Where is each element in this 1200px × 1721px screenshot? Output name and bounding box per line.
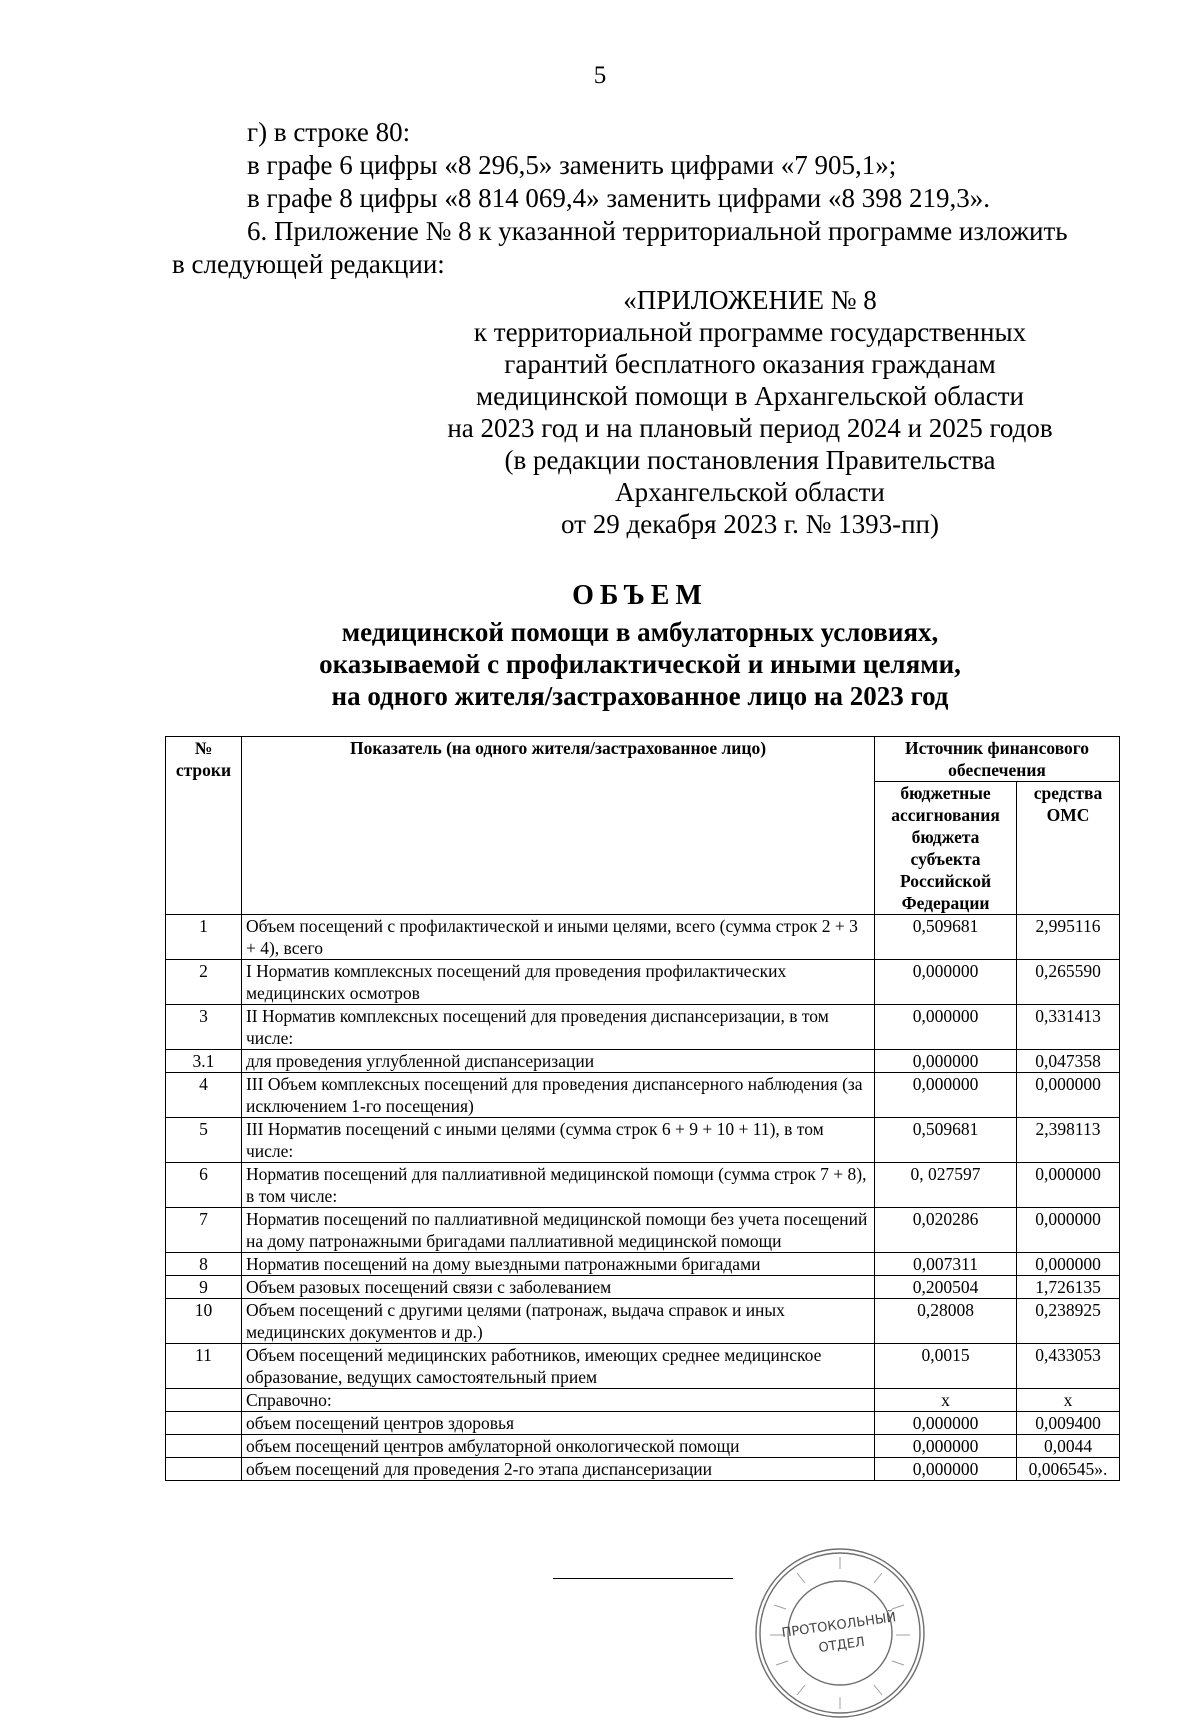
appendix-line: медицинской помощи в Архангельской области [476, 381, 1024, 411]
budget-value-cell: 0,509681 [875, 1118, 1017, 1163]
stamp-text-line1: ПРОТОКОЛЬНЫЙ [780, 1610, 898, 1642]
table-row [166, 1163, 1120, 1208]
oms-value-cell: х [1017, 1389, 1120, 1412]
indicator-cell: для проведения углубленной диспансеризации [241, 1050, 874, 1073]
indicator-cell: Объем посещений с профилактической и иными целями, всего (сумма строк 2 + 3 + 4), всего [241, 915, 874, 960]
row-number-cell [166, 1435, 242, 1458]
footer-rule [553, 1578, 733, 1579]
oms-value-cell: 0,009400 [1017, 1412, 1120, 1435]
table-row [166, 960, 1120, 1005]
indicator-cell: Объем посещений с другими целями (патронаж, выдача справок и иных медицинских документов и др.) [241, 1299, 874, 1344]
budget-value-cell: 0,007311 [875, 1253, 1017, 1276]
indicator-cell: III Норматив посещений с иными целями (сумма строк 6 + 9 + 10 + 11), в том числе: [241, 1118, 874, 1163]
budget-value-cell: 0,000000 [875, 1073, 1017, 1118]
indicator-cell: объем посещений для проведения 2-го этапа диспансеризации [241, 1458, 874, 1481]
row-number-cell: 7 [166, 1208, 242, 1253]
budget-value-cell: 0,000000 [875, 1458, 1017, 1481]
table-row [166, 1435, 1120, 1458]
header-indicator: Показатель (на одного жителя/застрахованное лицо) [241, 737, 874, 915]
row-number-cell: 3.1 [166, 1050, 242, 1073]
table-row [166, 915, 1120, 960]
paragraph-line: в графе 8 цифры «8 814 069,4» заменить цифрами «8 398 219,3». [247, 183, 990, 213]
row-number-cell: 4 [166, 1073, 242, 1118]
oms-value-cell: 0,000000 [1017, 1208, 1120, 1253]
row-number-cell: 6 [166, 1163, 242, 1208]
volume-table [165, 736, 1120, 1481]
budget-value-cell: 0,000000 [875, 1435, 1017, 1458]
header-oms: средства ОМС [1017, 782, 1120, 915]
appendix-line: к территориальной программе государственных [473, 317, 1027, 347]
document-title [200, 580, 1080, 712]
budget-value-cell: 0,000000 [875, 960, 1017, 1005]
budget-value-cell: 0,000000 [875, 1005, 1017, 1050]
row-number-cell: 9 [166, 1276, 242, 1299]
oms-value-cell: 0,000000 [1017, 1253, 1120, 1276]
table-row [166, 1073, 1120, 1118]
indicator-cell: Норматив посещений по паллиативной медицинской помощи без учета посещений на дому патронажными бригадами паллиативной медицинской помощи [241, 1208, 874, 1253]
budget-value-cell: 0,28008 [875, 1299, 1017, 1344]
indicator-cell: III Объем комплексных посещений для проведения диспансерного наблюдения (за исключением 1-го посещения) [241, 1073, 874, 1118]
budget-value-cell: 0, 027597 [875, 1163, 1017, 1208]
oms-value-cell: 2,398113 [1017, 1118, 1120, 1163]
oms-value-cell: 0,433053 [1017, 1344, 1120, 1389]
indicator-cell: Объем посещений медицинских работников, имеющих среднее медицинское образование, ведущих самостоятельный прием [241, 1344, 874, 1389]
page-number: 5 [593, 62, 607, 89]
indicator-cell: II Норматив комплексных посещений для проведения диспансеризации, в том числе: [241, 1005, 874, 1050]
budget-value-cell: 0,0015 [875, 1344, 1017, 1389]
table-row [166, 1005, 1120, 1050]
oms-value-cell: 0,331413 [1017, 1005, 1120, 1050]
paragraph-line: в графе 6 цифры «8 296,5» заменить цифрами «7 905,1»; [247, 150, 897, 180]
stamp-text-line2: ОТДЕЛ [817, 1634, 866, 1657]
appendix-header [440, 284, 1060, 540]
budget-value-cell: 0,020286 [875, 1208, 1017, 1253]
oms-value-cell: 1,726135 [1017, 1276, 1120, 1299]
oms-value-cell: 0,000000 [1017, 1163, 1120, 1208]
indicator-cell: объем посещений центров амбулаторной онкологической помощи [241, 1435, 874, 1458]
table-row [166, 1412, 1120, 1435]
row-number-cell [166, 1389, 242, 1412]
table-row [166, 1276, 1120, 1299]
appendix-line: «ПРИЛОЖЕНИЕ № 8 [623, 285, 877, 315]
budget-value-cell: 0,000000 [875, 1412, 1017, 1435]
indicator-cell: I Норматив комплексных посещений для проведения профилактических медицинских осмотров [241, 960, 874, 1005]
table-row [166, 1253, 1120, 1276]
row-number-cell: 8 [166, 1253, 242, 1276]
appendix-line: на 2023 год и на плановый период 2024 и 2025 годов [447, 413, 1053, 443]
indicator-cell: Норматив посещений для паллиативной медицинской помощи (сумма строк 7 + 8), в том числе: [241, 1163, 874, 1208]
title-line: оказываемой с профилактической и иными целями, [319, 649, 961, 679]
table-body [166, 915, 1120, 1481]
row-number-cell: 2 [166, 960, 242, 1005]
title-main: ОБЪЕМ [572, 580, 708, 611]
indicator-cell: Справочно: [241, 1389, 874, 1412]
header-row-number: № строки [166, 737, 242, 915]
header-budget: бюджетные ассигнования бюджета субъекта Российской Федерации [875, 782, 1017, 915]
paragraph-line: 6. Приложение № 8 к указанной территориальной программе изложить [247, 216, 1068, 246]
row-number-cell: 10 [166, 1299, 242, 1344]
paragraph-line: г) в строке 80: [247, 117, 411, 147]
row-number-cell: 5 [166, 1118, 242, 1163]
appendix-line: от 29 декабря 2023 г. № 1393-пп) [561, 509, 939, 539]
table-row [166, 1208, 1120, 1253]
budget-value-cell: 0,509681 [875, 915, 1017, 960]
oms-value-cell: 0,000000 [1017, 1073, 1120, 1118]
oms-value-cell: 0,265590 [1017, 960, 1120, 1005]
indicator-cell: Норматив посещений на дому выездными патронажными бригадами [241, 1253, 874, 1276]
indicator-cell: Объем разовых посещений связи с заболеванием [241, 1276, 874, 1299]
table-row [166, 1458, 1120, 1481]
appendix-line: Архангельской области [615, 477, 885, 507]
indicator-cell: объем посещений центров здоровья [241, 1412, 874, 1435]
row-number-cell: 1 [166, 915, 242, 960]
row-number-cell: 3 [166, 1005, 242, 1050]
oms-value-cell: 0,006545». [1017, 1458, 1120, 1481]
title-line: медицинской помощи в амбулаторных условиях, [341, 617, 939, 647]
row-number-cell [166, 1458, 242, 1481]
appendix-line: гарантий бесплатного оказания гражданам [504, 349, 996, 379]
title-line: на одного жителя/застрахованное лицо на 2023 год [331, 681, 949, 711]
table-row [166, 1299, 1120, 1344]
table-row [166, 1118, 1120, 1163]
paragraph-line: в следующей редакции: [172, 249, 445, 279]
oms-value-cell: 0,0044 [1017, 1435, 1120, 1458]
protocol-department-stamp [752, 1545, 928, 1721]
oms-value-cell: 0,238925 [1017, 1299, 1120, 1344]
row-number-cell: 11 [166, 1344, 242, 1389]
oms-value-cell: 0,047358 [1017, 1050, 1120, 1073]
header-funding-source: Источник финансового обеспечения [875, 737, 1120, 782]
budget-value-cell: 0,200504 [875, 1276, 1017, 1299]
budget-value-cell: х [875, 1389, 1017, 1412]
budget-value-cell: 0,000000 [875, 1050, 1017, 1073]
appendix-line: (в редакции постановления Правительства [504, 445, 996, 475]
row-number-cell [166, 1412, 242, 1435]
table-row [166, 1050, 1120, 1073]
table-row [166, 1344, 1120, 1389]
table-row [166, 1389, 1120, 1412]
oms-value-cell: 2,995116 [1017, 915, 1120, 960]
